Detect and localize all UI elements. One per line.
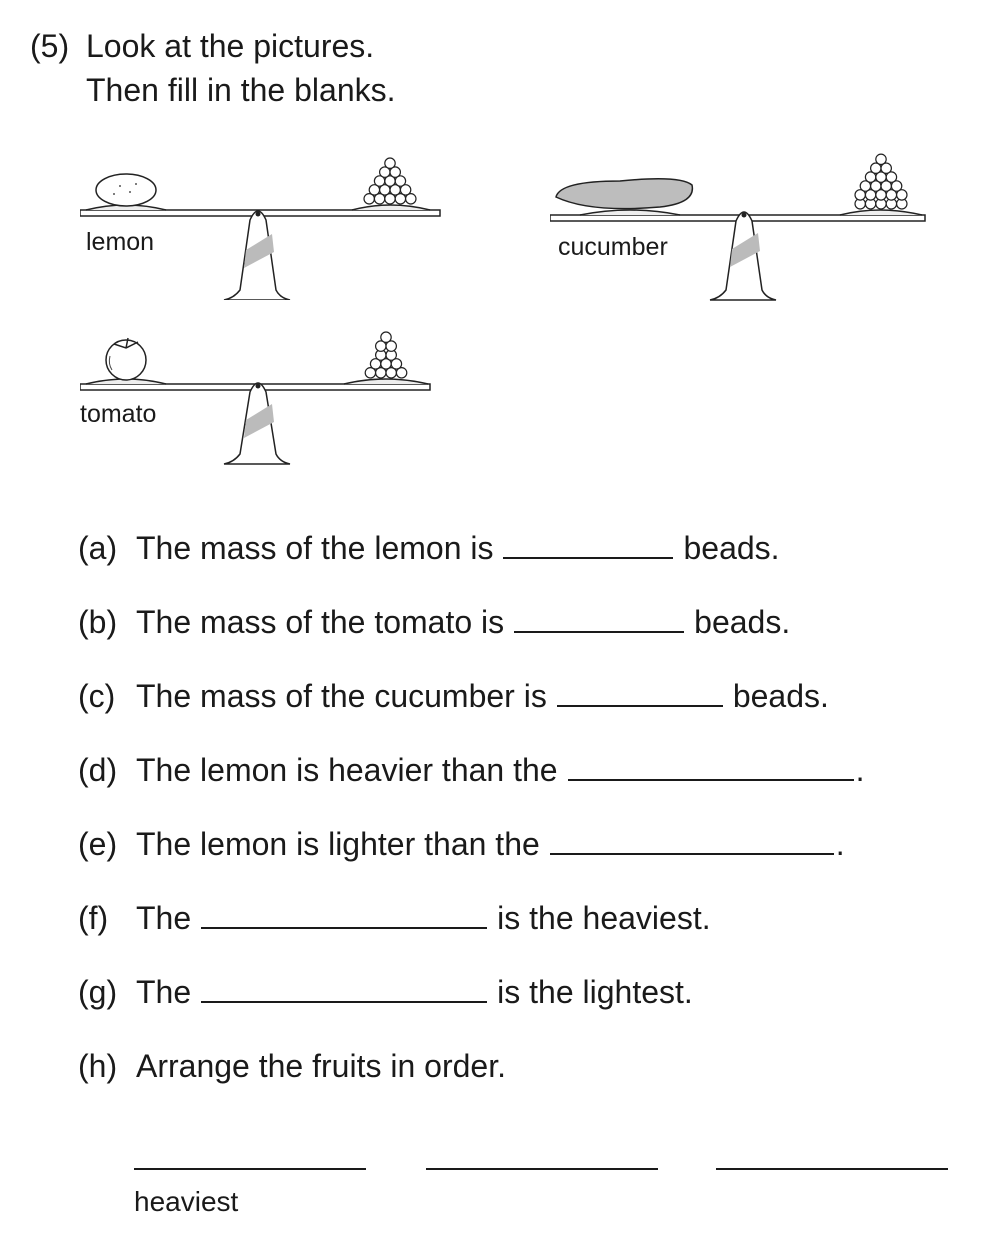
question-a — [78, 530, 780, 567]
answer-blank-c[interactable] — [557, 679, 723, 707]
answer-blank-f[interactable] — [201, 901, 487, 929]
question-suffix: beads. — [683, 530, 780, 566]
question-e — [78, 826, 845, 863]
question-suffix: is the lightest. — [497, 974, 693, 1010]
order-blank-1[interactable] — [134, 1168, 366, 1170]
instruction-line-2: Then fill in the blanks. — [86, 72, 396, 108]
bead — [381, 332, 391, 342]
question-text: The mass of the cucumber is — [136, 678, 547, 714]
tomato-bead-pyramid — [365, 332, 407, 378]
question-g — [78, 974, 693, 1011]
question-f — [78, 900, 711, 937]
answer-blank-d[interactable] — [568, 753, 854, 781]
question-letter: (e) — [78, 826, 118, 862]
question-text: The mass of the tomato is — [136, 604, 505, 640]
question-number: (5) — [30, 28, 70, 64]
question-text: The lemon is lighter than the — [136, 826, 540, 862]
question-text: The — [136, 900, 192, 936]
question-letter: (h) — [78, 1048, 118, 1084]
cucumber-balance-scale — [550, 145, 930, 305]
question-letter: (a) — [78, 530, 118, 566]
question-c — [78, 678, 829, 715]
question-letter: (g) — [78, 974, 118, 1010]
question-text: The lemon is heavier than the — [136, 752, 558, 788]
question-suffix: beads. — [694, 604, 791, 640]
question-text: Arrange the fruits in order. — [136, 1048, 506, 1084]
answer-blank-e[interactable] — [550, 827, 834, 855]
question-letter: (d) — [78, 752, 118, 788]
tomato-drawing — [106, 338, 146, 380]
order-blank-3[interactable] — [716, 1168, 948, 1170]
question-suffix: is the heaviest. — [497, 900, 711, 936]
cucumber-label: cucumber — [558, 233, 668, 261]
lemon-bead-pyramid — [364, 158, 416, 204]
lemon-drawing — [96, 174, 156, 206]
question-h — [78, 1048, 506, 1085]
question-header — [30, 24, 396, 112]
question-d — [78, 752, 864, 789]
cucumber-bead-pyramid — [855, 154, 907, 209]
tomato-balance-scale — [80, 312, 450, 472]
question-letter: (c) — [78, 678, 116, 714]
cucumber-drawing — [556, 179, 692, 209]
lemon-balance-scale — [80, 140, 450, 300]
question-text: The — [136, 974, 192, 1010]
answer-blank-g[interactable] — [201, 975, 487, 1003]
bead — [385, 158, 395, 168]
question-suffix: . — [855, 752, 865, 788]
answer-blank-b[interactable] — [514, 605, 684, 633]
order-blank-2[interactable] — [426, 1168, 658, 1170]
question-letter: (f) — [78, 900, 109, 936]
question-text: The mass of the lemon is — [136, 530, 494, 566]
tomato-label: tomato — [80, 400, 157, 428]
question-suffix: beads. — [732, 678, 829, 714]
heaviest-label: heaviest — [134, 1186, 239, 1217]
question-suffix: . — [835, 826, 845, 862]
bead — [876, 154, 886, 164]
answer-blank-a[interactable] — [503, 531, 673, 559]
lemon-label: lemon — [86, 228, 155, 256]
question-b — [78, 604, 790, 641]
instruction-line-1: Look at the pictures. — [86, 28, 375, 64]
question-letter: (b) — [78, 604, 118, 640]
